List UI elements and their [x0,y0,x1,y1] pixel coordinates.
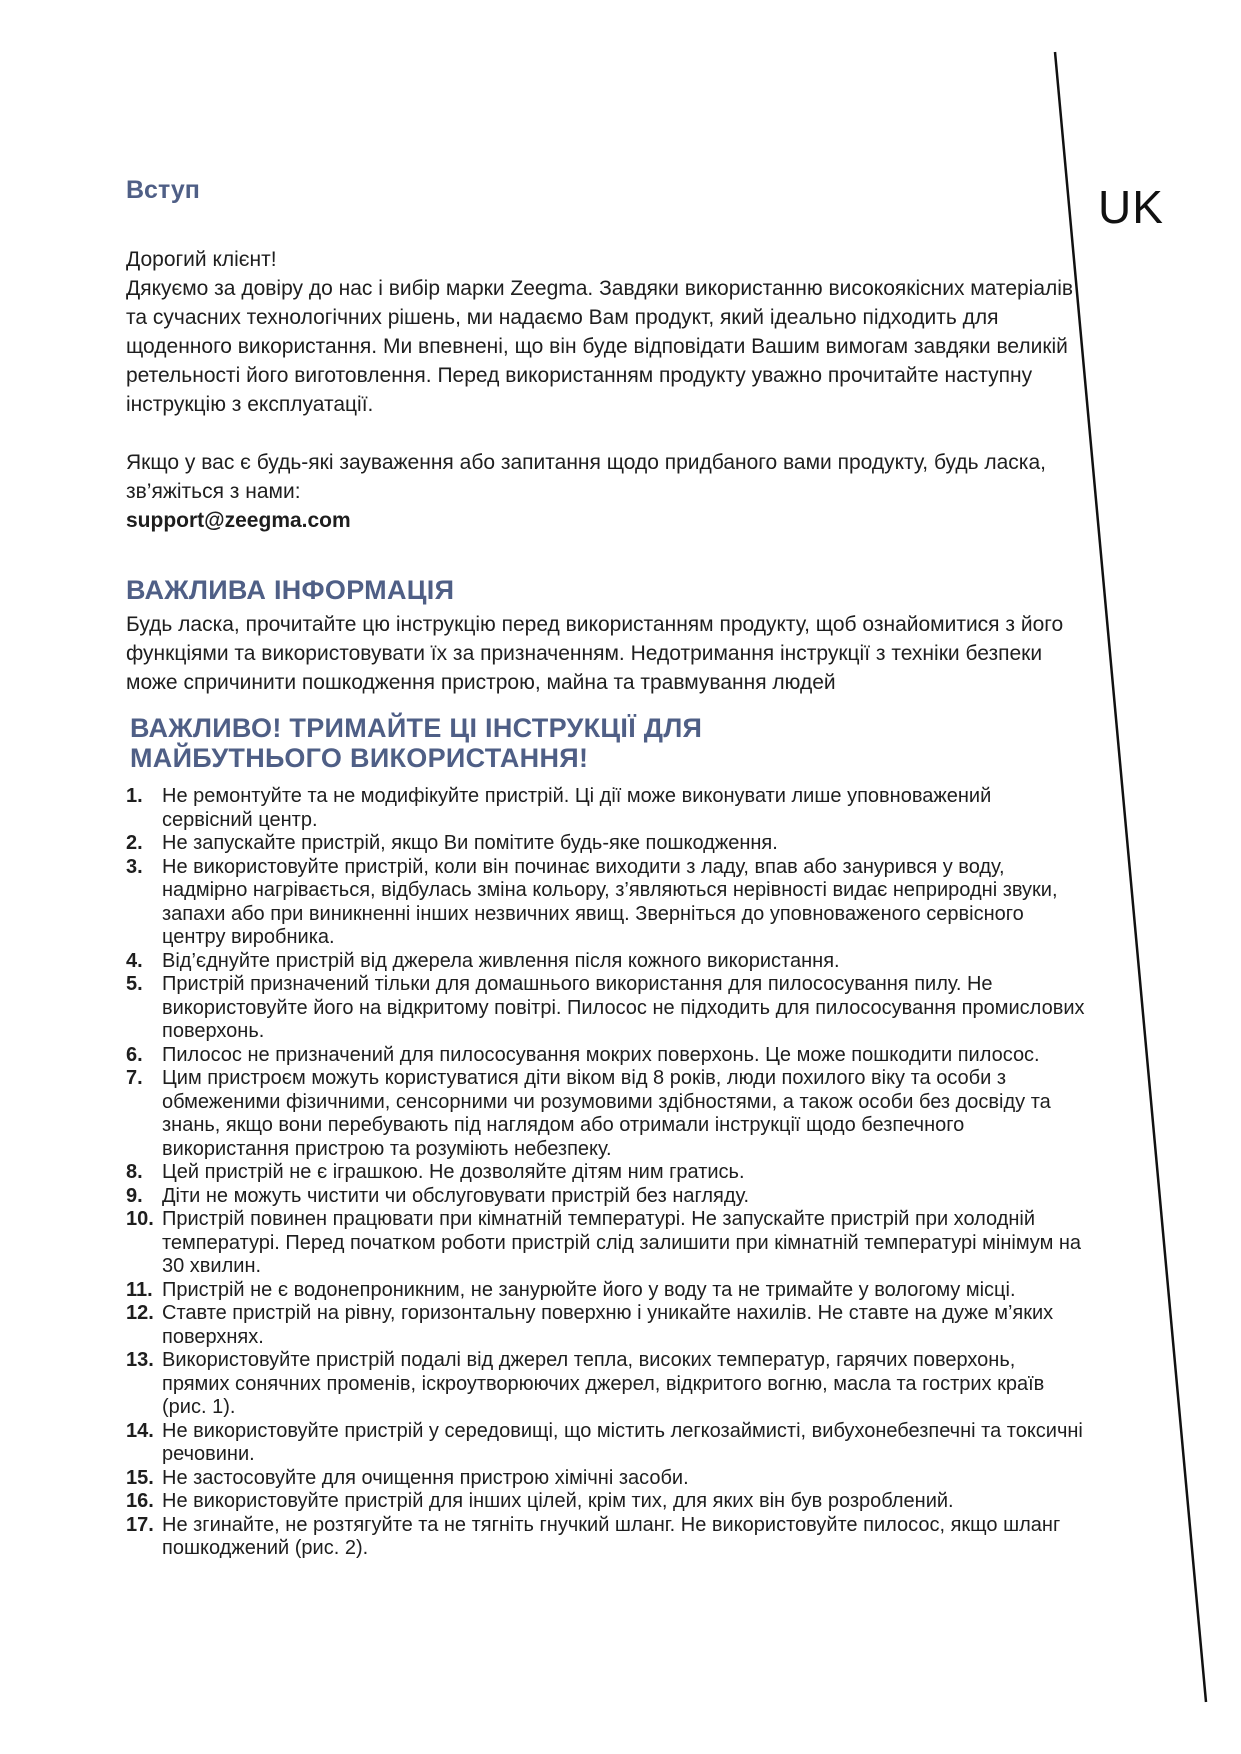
list-item-number: 12. [126,1302,154,1324]
list-item-number: 17. [126,1513,154,1536]
safety-instructions-list [126,785,1086,1561]
important-info-heading: ВАЖЛИВА ІНФОРМАЦІЯ [126,575,455,605]
language-label: UK [1098,181,1164,233]
list-item-number: 14. [126,1419,154,1442]
contact-text: Якщо у вас є будь-які зауваження або запитання щодо придбаного вами продукту, будь ласка, зв’яжіться з нами: [126,451,1046,503]
list-item-number: 2. [126,832,143,854]
intro-body: Дякуємо за довіру до нас і вибір марки Zeegma. Завдяки використанню високоякісних матеріалів та сучасних технологічних рішень, ми надаємо Вам продукт, який ідеально підходить для щоденного використання. Ми впевнені, що він буде відповідати Вашим вимогам завдяки великій ретельності його виготовлення. Перед використанням продукту уважно прочитайте наступну інструкцію з експлуатації. [126,277,1074,416]
list-item-text: Не використовуйте пристрій у середовищі, що містить легкозаймисті, вибухонебезпечні та токсичні речовини. [162,1419,1083,1465]
list-item-text: Використовуйте пристрій подалі від джерел тепла, високих температур, гарячих поверхонь, прямих сонячних променів, іскроутворюючих джерел, відкритого вогню, масла та гострих країв (рис. 1). [162,1349,1045,1418]
list-item-number: 8. [126,1161,143,1183]
list-item-text: Діти не можуть чистити чи обслуговувати пристрій без нагляду. [162,1184,750,1207]
main-content [126,176,1086,1561]
list-item [126,1490,1086,1514]
keep-heading-line-1: ВАЖЛИВО! ТРИМАЙТЕ ЦІ ІНСТРУКЦІЇ ДЛЯ [130,713,703,743]
keep-instructions-heading [130,713,1086,773]
list-item [126,785,1086,832]
list-item-number: 13. [126,1349,154,1371]
intro-heading: Вступ [126,176,200,204]
list-item-number: 10. [126,1208,154,1230]
list-item [126,856,1086,950]
list-item [126,1279,1086,1303]
list-item-number: 15. [126,1466,154,1489]
list-item-text: Цим пристроєм можуть користуватися діти віком від 8 років, люди похилого віку та особи з обмеженими фізичними, сенсорними чи розумовими здібностями, а також особи без досвіду та знань, якщо вони перебувають під наглядом або отримали інструкції щодо безпечного використання пристрою та розуміють небезпеку. [162,1067,1051,1160]
list-item-text: Не згинайте, не розтягуйте та не тягніть гнучкий шланг. Не використовуйте пилосос, якщо шланг пошкоджений (рис. 2). [162,1513,1061,1559]
list-item-number: 3. [126,855,143,878]
list-item-text: Пристрій призначений тільки для домашнього використання для пилососування пилу. Не використовуйте його на відкритому повітрі. Пилосос не підходить для пилососування промислових поверхонь. [162,973,1085,1042]
list-item-text: Не застосовуйте для очищення пристрою хімічні засоби. [162,1466,689,1489]
list-item-text: Не використовуйте пристрій, коли він починає виходити з ладу, впав або занурився у воду, надмірно нагрівається, відбулась зміна кольору, з’являються нерівності видає неприродні звуки, запахи або при виникненні інших незвичних явищ. Зверніться до уповноваженого сервісного центру виробника. [162,855,1058,948]
list-item [126,1185,1086,1209]
support-email-link[interactable]: support@zeegma.com [126,509,351,532]
list-item-number: 5. [126,973,143,995]
list-item-number: 1. [126,785,143,807]
list-item-text: Не запускайте пристрій, якщо Ви помітите будь-яке пошкодження. [162,832,778,854]
list-item [126,832,1086,856]
list-item [126,1161,1086,1185]
list-item [126,1208,1086,1279]
list-item-number: 11. [126,1278,153,1301]
greeting-text: Дорогий клієнт! [126,248,277,271]
list-item [126,1420,1086,1467]
list-item-text: Пристрій повинен працювати при кімнатній температурі. Не запускайте пристрій при холодній температурі. Перед початком роботи пристрій слід залишити при кімнатній температурі мінімум на 30 хвилин. [162,1208,1082,1277]
list-item-text: Пристрій не є водонепроникним, не занурюйте його у воду та не тримайте у вологому місці. [162,1278,1016,1301]
list-item [126,950,1086,974]
list-item-text: Пилосос не призначений для пилососування мокрих поверхонь. Це може пошкодити пилосос. [162,1043,1040,1066]
list-item [126,1349,1086,1420]
list-item-text: Цей пристрій не є іграшкою. Не дозволяйте дітям ним гратись. [162,1161,745,1183]
list-item-number: 16. [126,1490,154,1512]
list-item-number: 4. [126,949,143,972]
list-item [126,1302,1086,1349]
list-item-number: 6. [126,1043,143,1066]
list-item [126,973,1086,1044]
list-item-text: Ставте пристрій на рівну, горизонтальну поверхню і уникайте нахилів. Не ставте на дуже м’яких поверхнях. [162,1302,1054,1348]
list-item [126,1067,1086,1161]
list-item-text: Не використовуйте пристрій для інших цілей, крім тих, для яких він був розроблений. [162,1490,954,1512]
list-item-number: 9. [126,1184,143,1207]
list-item-number: 7. [126,1067,143,1089]
list-item [126,1044,1086,1068]
list-item-text: Від’єднуйте пристрій від джерела живлення після кожного використання. [162,949,840,972]
spacer [126,419,1086,448]
important-info-body: Будь ласка, прочитайте цю інструкцію перед використанням продукту, щоб ознайомитися з його функціями та використовувати їх за призначенням. Недотримання інструкції з техніки безпеки може спричинити пошкодження пристрою, майна та травмування людей [126,613,1064,694]
list-item [126,1514,1086,1561]
list-item-text: Не ремонтуйте та не модифікуйте пристрій. Ці дії може виконувати лише уповноважений сервісний центр. [162,785,992,831]
keep-heading-line-2: МАЙБУТНЬОГО ВИКОРИСТАННЯ! [130,743,589,773]
list-item [126,1467,1086,1491]
